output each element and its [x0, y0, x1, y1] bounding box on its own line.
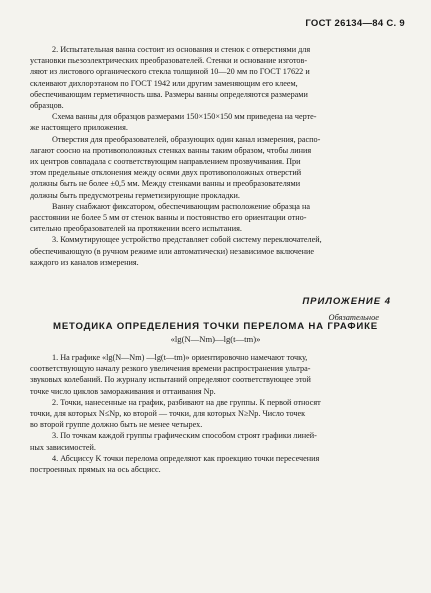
text-line: 1. На графике «lg(N—Nm) —lg(t—tm)» ориентировочно намечают точку,	[52, 353, 308, 362]
text-line: должны быть не более ±0,5 мм. Между стенками ванны и преобразователями	[30, 179, 301, 189]
text-line: этом предельные отклонения между осями двух противоположных отверстий	[30, 168, 302, 178]
text-line: 2. Испытательная ванна состоит из основания и стенок с отверстиями для	[52, 45, 311, 54]
text-line: ных зависимостей.	[30, 442, 96, 452]
text-line: ляют из листового органического стекла толщиной 10—20 мм по ГОСТ 17622 и	[30, 67, 310, 77]
method-formula: «lg(N—Nm)—lg(t—tm)»	[170, 334, 261, 344]
method-title: МЕТОДИКА ОПРЕДЕЛЕНИЯ ТОЧКИ ПЕРЕЛОМА НА ГРАФИКЕ	[53, 321, 378, 332]
text-line: 4. Абсциссу K точки перелома определяют как проекцию точки пересечения	[52, 453, 320, 463]
text-line: 3. Коммутирующее устройство представляет собой систему переключателей,	[52, 235, 322, 245]
text-line: образцов.	[30, 101, 64, 111]
text-line: точки, для которых N≤Np, ко второй — точки, для которых N≥Np. Число точек	[30, 409, 306, 419]
text-line: соответствующую началу резкого увеличения времени распространения ультра-	[30, 364, 311, 374]
text-line: Схема ванны для образцов размерами 150×150×150 мм приведена на черте-	[52, 112, 317, 122]
text-line: звуковых колебаний. По журналу испытаний определяют соответствующее этой	[30, 375, 311, 385]
text-line: сительно преобразователей на протяжении всего испытания.	[30, 224, 242, 234]
text-line: Ванну снабжают фиксатором, обеспечивающим расположение образца на	[52, 201, 311, 211]
appendix-status: Обязательное	[328, 313, 379, 322]
text-line: их центров совпадала с соответствующим направлением прозвучивания. При	[30, 157, 301, 167]
text-line: обеспечивающую (в ручном режиме или автоматически) независимое включение	[30, 246, 315, 256]
text-line: 3. По точкам каждой группы графическим способом строят графики линей-	[52, 431, 317, 441]
text-line: же настоящего приложения.	[30, 123, 128, 133]
text-line: 2. Точки, нанесенные на график, разбивают на две группы. К первой относят	[52, 397, 321, 407]
text-line: во второй группе должно быть не менее четырех.	[30, 420, 203, 430]
text-line: лагают соосно на противоположных стенках ванны таким образом, чтобы линия	[30, 145, 312, 155]
text-line: Отверстия для преобразователей, образующих один канал измерения, распо-	[52, 134, 321, 144]
text-line: каждого из каналов измерения.	[30, 257, 139, 267]
method-section	[30, 352, 402, 475]
text-line: расстоянии не более 5 мм от стенок ванны и постоянство его ориентации отно-	[30, 213, 307, 223]
text-line: точке число циклов замораживания и оттаивания Np.	[30, 386, 216, 396]
text-line: должны быть предусмотрены герметизирующие прокладки.	[30, 190, 240, 200]
page-header: ГОСТ 26134—84 С. 9	[305, 18, 405, 29]
bath-description-section	[30, 44, 402, 268]
text-line: установки пьезоэлектрических преобразователей. Стенки и основание изготов-	[30, 56, 308, 66]
text-line: построенных прямых на ось абсцисс.	[30, 465, 161, 475]
text-line: склеивают дихлорэтаном по ГОСТ 1942 или другим заменяющим его клеем,	[30, 78, 298, 88]
text-line: обеспечивающим герметичность шва. Размеры ванны определяются размерами	[30, 89, 308, 99]
appendix-title: ПРИЛОЖЕНИЕ 4	[302, 296, 391, 307]
